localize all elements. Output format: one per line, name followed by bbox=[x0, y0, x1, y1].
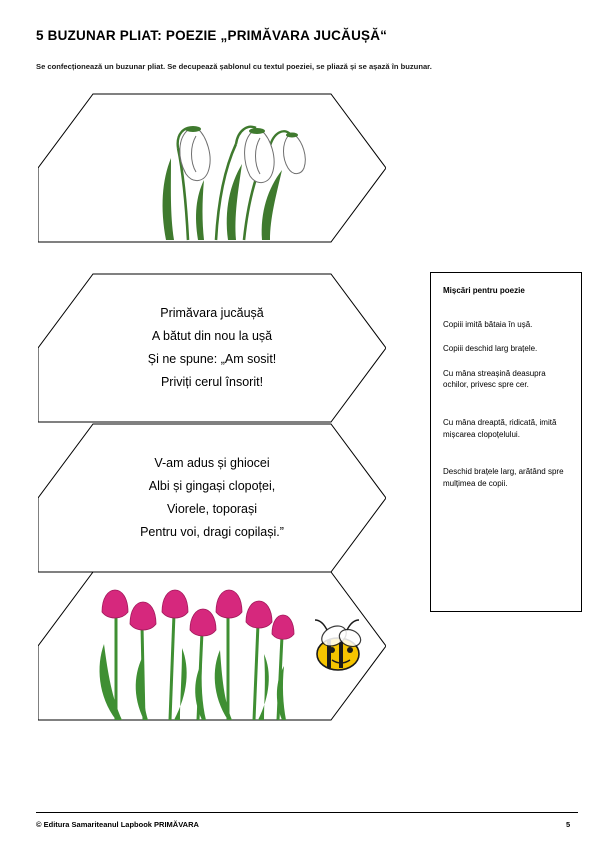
panel-verse-1 bbox=[38, 272, 386, 424]
panel-tulips bbox=[38, 570, 386, 722]
page-subtitle: Se confecționează un buzunar pliat. Se decupează șablonul cu textul poeziei, se pliază și se așază în buzunar. bbox=[36, 62, 432, 71]
verse-line: Primăvara jucăușă bbox=[160, 306, 264, 321]
movement-item: Cu mâna dreaptă, ridicată, imită mișcarea clopoțelului. bbox=[443, 417, 557, 439]
panel-snowdrops bbox=[38, 92, 386, 244]
movements-heading: Mișcări pentru poezie bbox=[443, 286, 525, 295]
verse-line: Și ne spune: „Am sosit! bbox=[147, 352, 277, 366]
verse-line: Albi și gingași clopoței, bbox=[148, 479, 276, 494]
verse-line: A bătut din nou la ușă bbox=[151, 329, 273, 344]
footer-credit: © Editura Samariteanul Lapbook PRIMĂVARA bbox=[36, 820, 199, 829]
movement-item: Copiii deschid larg brațele. bbox=[443, 344, 538, 354]
page-title: 5 BUZUNAR PLIAT: POEZIE „PRIMĂVARA JUCĂUȘĂ“ bbox=[36, 28, 388, 43]
verse-line: Viorele, toporași bbox=[166, 502, 258, 516]
verse-line: Pentru voi, dragi copilași.” bbox=[140, 524, 284, 539]
verse-line: V-am adus și ghiocei bbox=[154, 456, 270, 471]
movement-item: Copiii imită bătaia în ușă. bbox=[443, 319, 533, 329]
foldable-strip bbox=[38, 92, 386, 702]
panel-verse-2 bbox=[38, 422, 386, 574]
footer-divider bbox=[36, 812, 578, 813]
movements-box bbox=[430, 272, 582, 612]
page-number: 5 bbox=[566, 820, 571, 829]
movement-item: Cu mâna streașină deasupra ochilor, privesc spre cer. bbox=[443, 368, 546, 390]
verse-line: Priviți cerul însorit! bbox=[160, 374, 264, 389]
movement-item: Deschid brațele larg, arătând spre mulțimea de copii. bbox=[443, 467, 564, 488]
